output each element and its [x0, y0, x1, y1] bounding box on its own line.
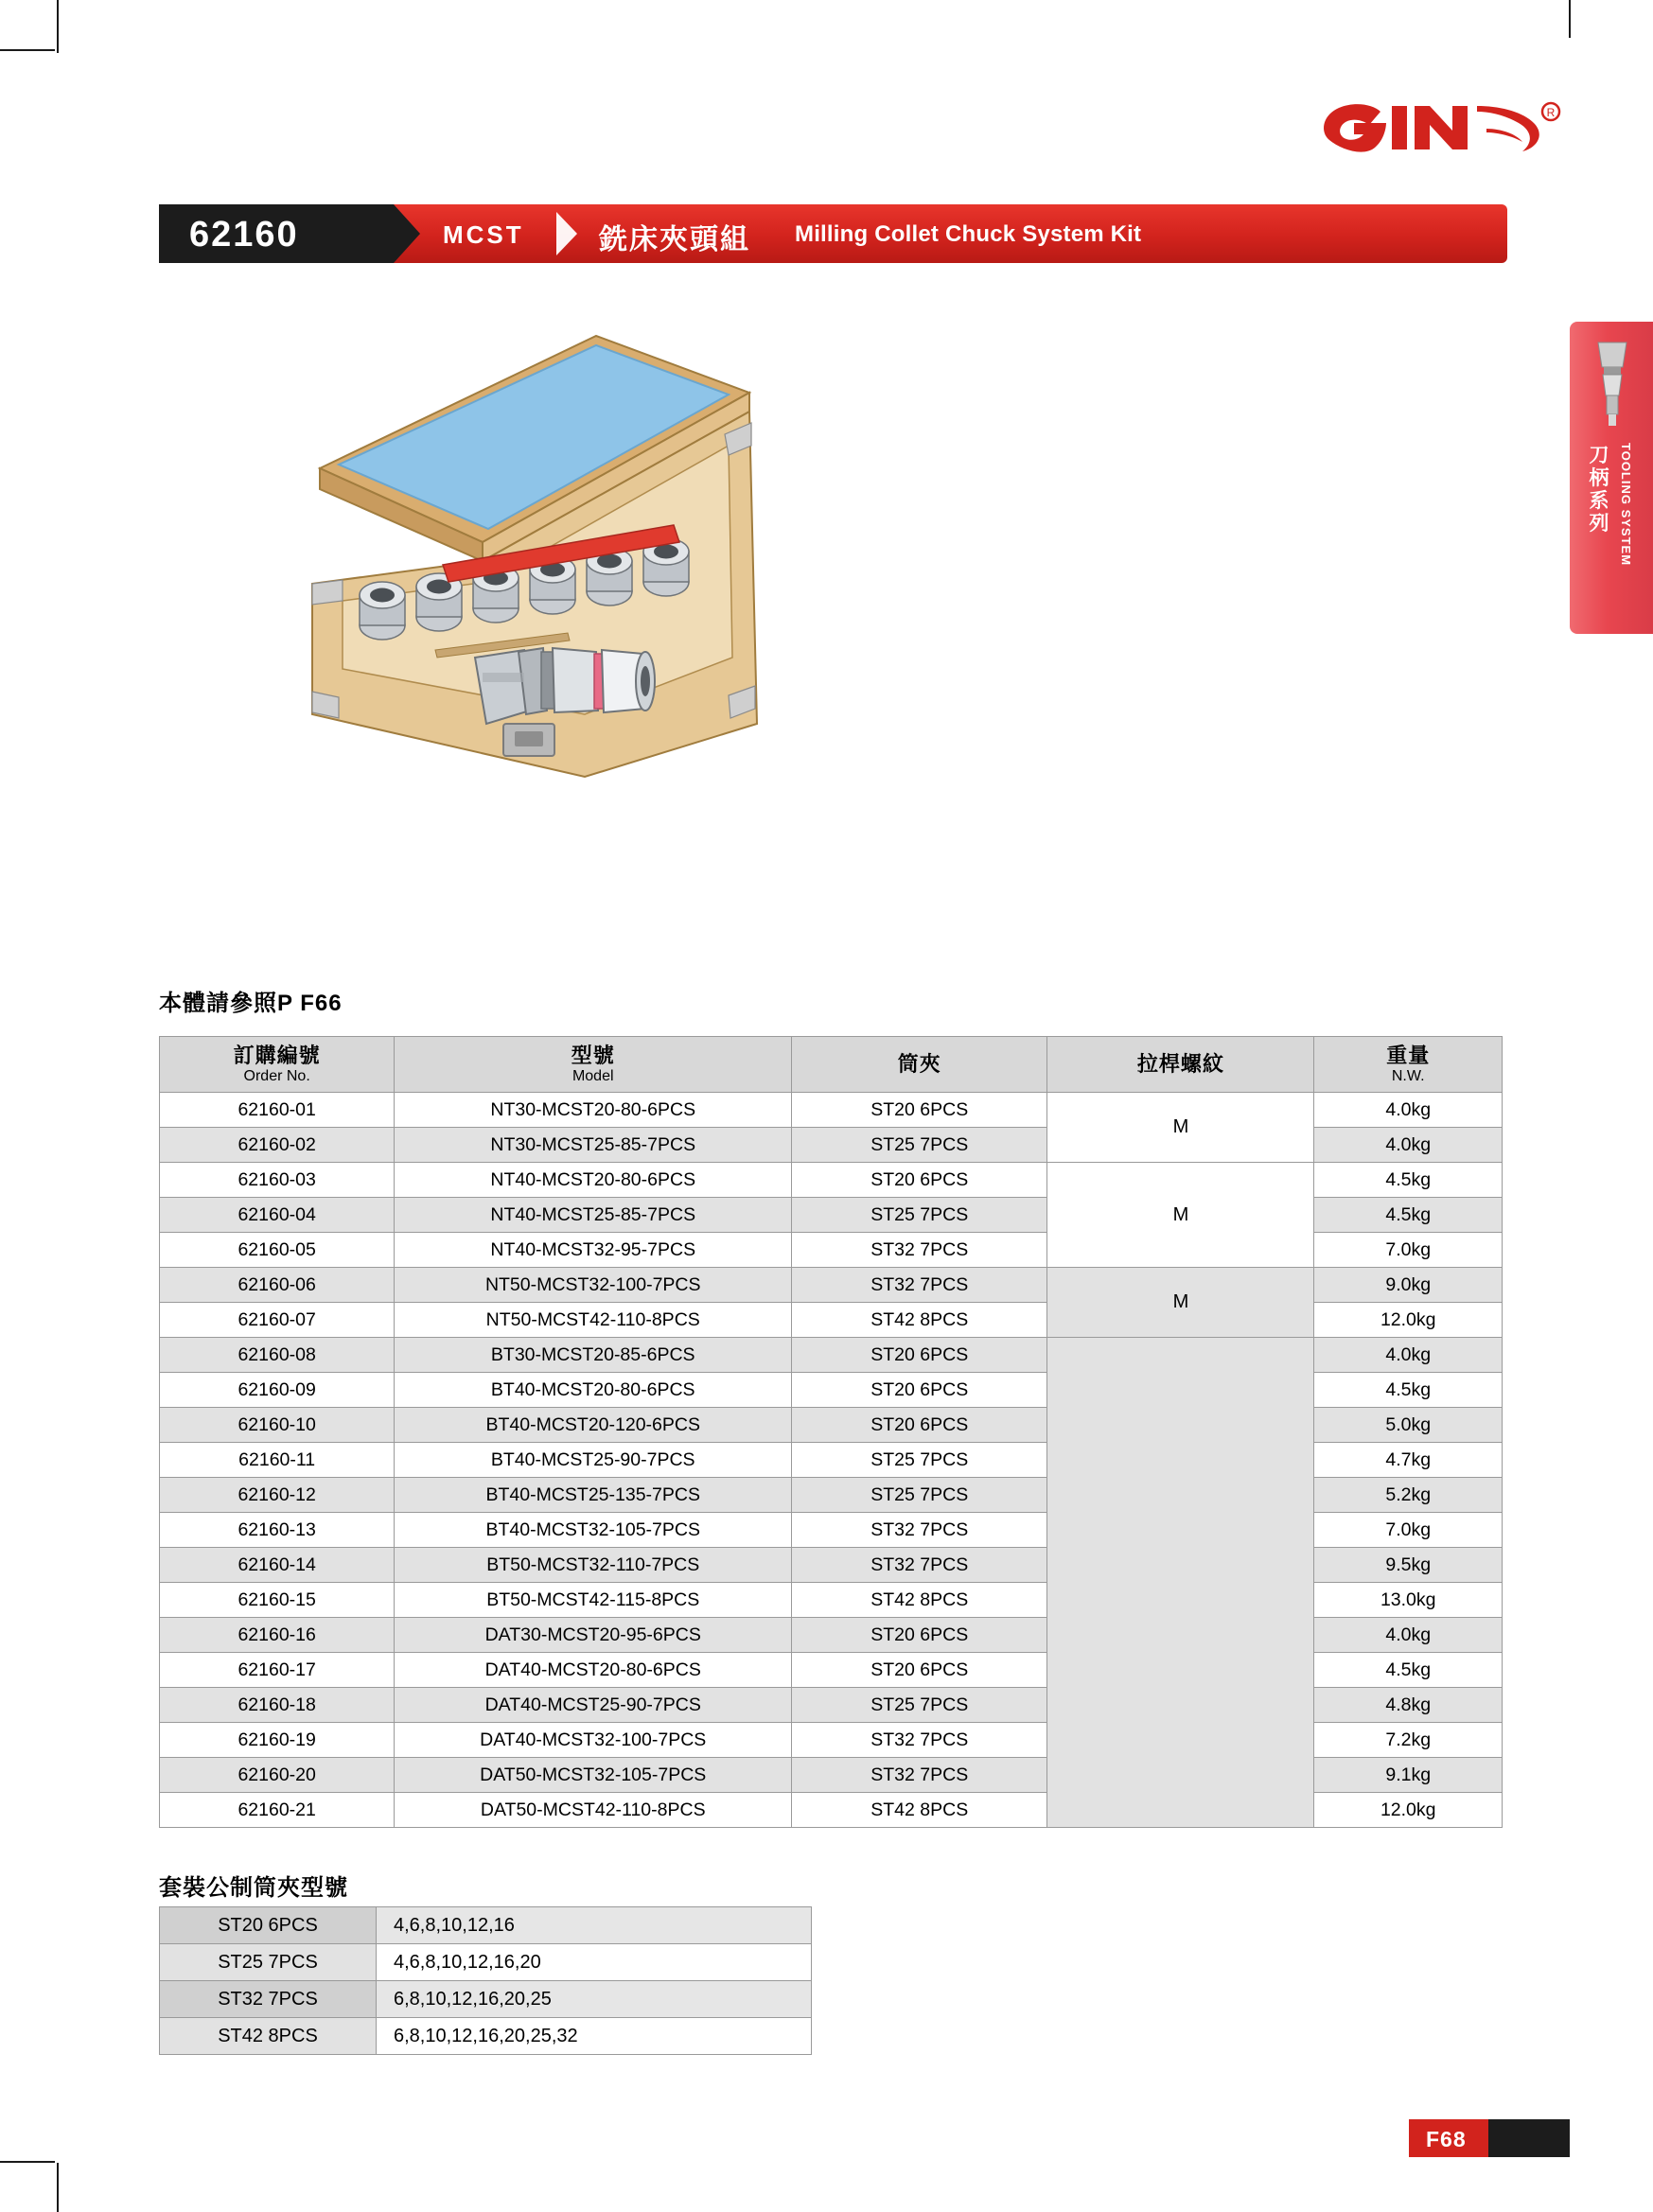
cell-collet: ST20 6PCS	[792, 1373, 1047, 1408]
cell-model: NT40-MCST25-85-7PCS	[395, 1198, 792, 1233]
cell-collet: ST20 6PCS	[792, 1618, 1047, 1653]
cell-model: BT50-MCST42-115-8PCS	[395, 1583, 792, 1618]
cell-model: NT50-MCST32-100-7PCS	[395, 1268, 792, 1303]
cell-collet: ST32 7PCS	[792, 1513, 1047, 1548]
cell-thread-group-1: M	[1047, 1093, 1314, 1163]
cell-weight: 7.2kg	[1314, 1723, 1503, 1758]
cell-order-no: 62160-17	[160, 1653, 395, 1688]
cell-collet: ST20 6PCS	[792, 1338, 1047, 1373]
cell-order-no: 62160-06	[160, 1268, 395, 1303]
metric-row	[160, 1944, 812, 1981]
cell-weight: 4.8kg	[1314, 1688, 1503, 1723]
cell-weight: 5.0kg	[1314, 1408, 1503, 1443]
cell-weight: 9.0kg	[1314, 1268, 1503, 1303]
cell-weight: 4.0kg	[1314, 1128, 1503, 1163]
cell-weight: 7.0kg	[1314, 1513, 1503, 1548]
column-header-collet: 筒夾	[792, 1037, 1047, 1093]
table-row	[160, 1338, 1503, 1373]
cell-weight: 4.0kg	[1314, 1093, 1503, 1128]
cell-collet: ST20 6PCS	[792, 1163, 1047, 1198]
tool-holder-icon	[1591, 339, 1634, 430]
metric-collet-table	[159, 1906, 812, 2055]
cell-model: NT30-MCST20-80-6PCS	[395, 1093, 792, 1128]
cell-weight: 4.5kg	[1314, 1163, 1503, 1198]
cell-weight: 4.0kg	[1314, 1338, 1503, 1373]
cell-collet: ST20 6PCS	[792, 1408, 1047, 1443]
cell-model: BT40-MCST20-80-6PCS	[395, 1373, 792, 1408]
table-row	[160, 1268, 1503, 1303]
cell-order-no: 62160-10	[160, 1408, 395, 1443]
cell-order-no: 62160-15	[160, 1583, 395, 1618]
cell-collet: ST25 7PCS	[792, 1478, 1047, 1513]
side-tab-label-en: TOOLING SYSTEM	[1619, 443, 1633, 567]
chevron-right-icon	[556, 212, 577, 255]
metric-value: 4,6,8,10,12,16	[377, 1907, 812, 1944]
section-side-tab	[1570, 322, 1653, 634]
body-reference-note: 本體請參照P F66	[159, 991, 343, 1016]
cell-collet: ST32 7PCS	[792, 1548, 1047, 1583]
cell-collet: ST32 7PCS	[792, 1233, 1047, 1268]
cell-weight: 13.0kg	[1314, 1583, 1503, 1618]
cell-collet: ST25 7PCS	[792, 1128, 1047, 1163]
product-code: 62160	[189, 215, 299, 255]
cell-collet: ST42 8PCS	[792, 1793, 1047, 1828]
metric-value: 6,8,10,12,16,20,25	[377, 1981, 812, 2018]
crop-mark-top-right-vertical	[1569, 0, 1571, 38]
cell-order-no: 62160-16	[160, 1618, 395, 1653]
crop-mark-bottom-left-horizontal	[0, 2161, 55, 2163]
cell-model: DAT40-MCST25-90-7PCS	[395, 1688, 792, 1723]
cell-model: BT50-MCST32-110-7PCS	[395, 1548, 792, 1583]
cell-weight: 4.5kg	[1314, 1198, 1503, 1233]
cell-weight: 4.5kg	[1314, 1373, 1503, 1408]
cell-model: BT30-MCST20-85-6PCS	[395, 1338, 792, 1373]
cell-order-no: 62160-13	[160, 1513, 395, 1548]
cell-weight: 12.0kg	[1314, 1793, 1503, 1828]
cell-model: BT40-MCST32-105-7PCS	[395, 1513, 792, 1548]
cell-model: BT40-MCST25-135-7PCS	[395, 1478, 792, 1513]
metric-key: ST32 7PCS	[160, 1981, 377, 2018]
cell-order-no: 62160-04	[160, 1198, 395, 1233]
cell-collet: ST32 7PCS	[792, 1758, 1047, 1793]
metric-key: ST20 6PCS	[160, 1907, 377, 1944]
column-header-order-no: 訂購編號 Order No.	[160, 1037, 395, 1093]
cell-model: NT50-MCST42-110-8PCS	[395, 1303, 792, 1338]
metric-key: ST25 7PCS	[160, 1944, 377, 1981]
cell-order-no: 62160-12	[160, 1478, 395, 1513]
cell-order-no: 62160-05	[160, 1233, 395, 1268]
cell-model: BT40-MCST25-90-7PCS	[395, 1443, 792, 1478]
crop-mark-bottom-left-vertical	[57, 2163, 59, 2212]
crop-mark-top-left-vertical	[57, 0, 59, 53]
metric-row	[160, 1981, 812, 2018]
cell-collet: ST42 8PCS	[792, 1303, 1047, 1338]
side-tab-label-cn: 刀柄系列	[1589, 445, 1609, 535]
cell-collet: ST42 8PCS	[792, 1583, 1047, 1618]
page-footer	[1409, 2119, 1570, 2157]
cell-order-no: 62160-18	[160, 1688, 395, 1723]
table-row	[160, 1093, 1503, 1128]
cell-order-no: 62160-01	[160, 1093, 395, 1128]
cell-order-no: 62160-08	[160, 1338, 395, 1373]
cell-order-no: 62160-03	[160, 1163, 395, 1198]
cell-weight: 4.5kg	[1314, 1653, 1503, 1688]
cell-weight: 5.2kg	[1314, 1478, 1503, 1513]
cell-weight: 4.0kg	[1314, 1618, 1503, 1653]
cell-collet: ST25 7PCS	[792, 1688, 1047, 1723]
cell-order-no: 62160-21	[160, 1793, 395, 1828]
cell-collet: ST25 7PCS	[792, 1198, 1047, 1233]
cell-thread-group-3: M	[1047, 1268, 1314, 1338]
cell-order-no: 62160-19	[160, 1723, 395, 1758]
cell-model: DAT50-MCST42-110-8PCS	[395, 1793, 792, 1828]
cell-collet: ST20 6PCS	[792, 1093, 1047, 1128]
cell-model: DAT50-MCST32-105-7PCS	[395, 1758, 792, 1793]
cell-model: DAT30-MCST20-95-6PCS	[395, 1618, 792, 1653]
cell-order-no: 62160-20	[160, 1758, 395, 1793]
cell-order-no: 62160-09	[160, 1373, 395, 1408]
metric-row	[160, 2018, 812, 2055]
cell-weight: 9.5kg	[1314, 1548, 1503, 1583]
cell-collet: ST32 7PCS	[792, 1723, 1047, 1758]
table-header-row	[160, 1037, 1503, 1093]
cell-model: NT40-MCST20-80-6PCS	[395, 1163, 792, 1198]
title-bar-black-arrow	[394, 204, 420, 263]
cell-model: BT40-MCST20-120-6PCS	[395, 1408, 792, 1443]
svg-text:R: R	[1546, 106, 1556, 119]
cell-collet: ST32 7PCS	[792, 1268, 1047, 1303]
product-spec-table	[159, 1036, 1503, 1828]
metric-value: 4,6,8,10,12,16,20	[377, 1944, 812, 1981]
cell-weight: 7.0kg	[1314, 1233, 1503, 1268]
column-header-pull-stud-thread: 拉桿螺紋	[1047, 1037, 1314, 1093]
cell-order-no: 62160-14	[160, 1548, 395, 1583]
page-title-bar	[159, 204, 1507, 263]
metric-collet-title: 套裝公制筒夾型號	[159, 1875, 348, 1901]
cell-thread-empty	[1047, 1338, 1314, 1828]
crop-mark-top-left-horizontal	[0, 49, 55, 51]
product-series: MCST	[443, 220, 524, 249]
cell-collet: ST20 6PCS	[792, 1653, 1047, 1688]
column-header-weight: 重量 N.W.	[1314, 1037, 1503, 1093]
footer-black-block	[1488, 2119, 1570, 2157]
cell-weight: 12.0kg	[1314, 1303, 1503, 1338]
cell-model: NT30-MCST25-85-7PCS	[395, 1128, 792, 1163]
page-number: F68	[1426, 2127, 1467, 2151]
cell-order-no: 62160-07	[160, 1303, 395, 1338]
column-header-model: 型號 Model	[395, 1037, 792, 1093]
cell-order-no: 62160-02	[160, 1128, 395, 1163]
cell-model: NT40-MCST32-95-7PCS	[395, 1233, 792, 1268]
cell-order-no: 62160-11	[160, 1443, 395, 1478]
cell-model: DAT40-MCST20-80-6PCS	[395, 1653, 792, 1688]
metric-key: ST42 8PCS	[160, 2018, 377, 2055]
cell-weight: 4.7kg	[1314, 1443, 1503, 1478]
metric-row	[160, 1907, 812, 1944]
brand-logo	[1310, 91, 1566, 165]
product-photo	[284, 317, 785, 866]
cell-thread-group-2: M	[1047, 1163, 1314, 1268]
table-row	[160, 1163, 1503, 1198]
metric-value: 6,8,10,12,16,20,25,32	[377, 2018, 812, 2055]
cell-model: DAT40-MCST32-100-7PCS	[395, 1723, 792, 1758]
page-title-cn: 銑床夾頭組	[599, 224, 750, 255]
cell-collet: ST25 7PCS	[792, 1443, 1047, 1478]
cell-weight: 9.1kg	[1314, 1758, 1503, 1793]
table-body	[160, 1093, 1503, 1828]
page-title-en: Milling Collet Chuck System Kit	[795, 221, 1142, 247]
